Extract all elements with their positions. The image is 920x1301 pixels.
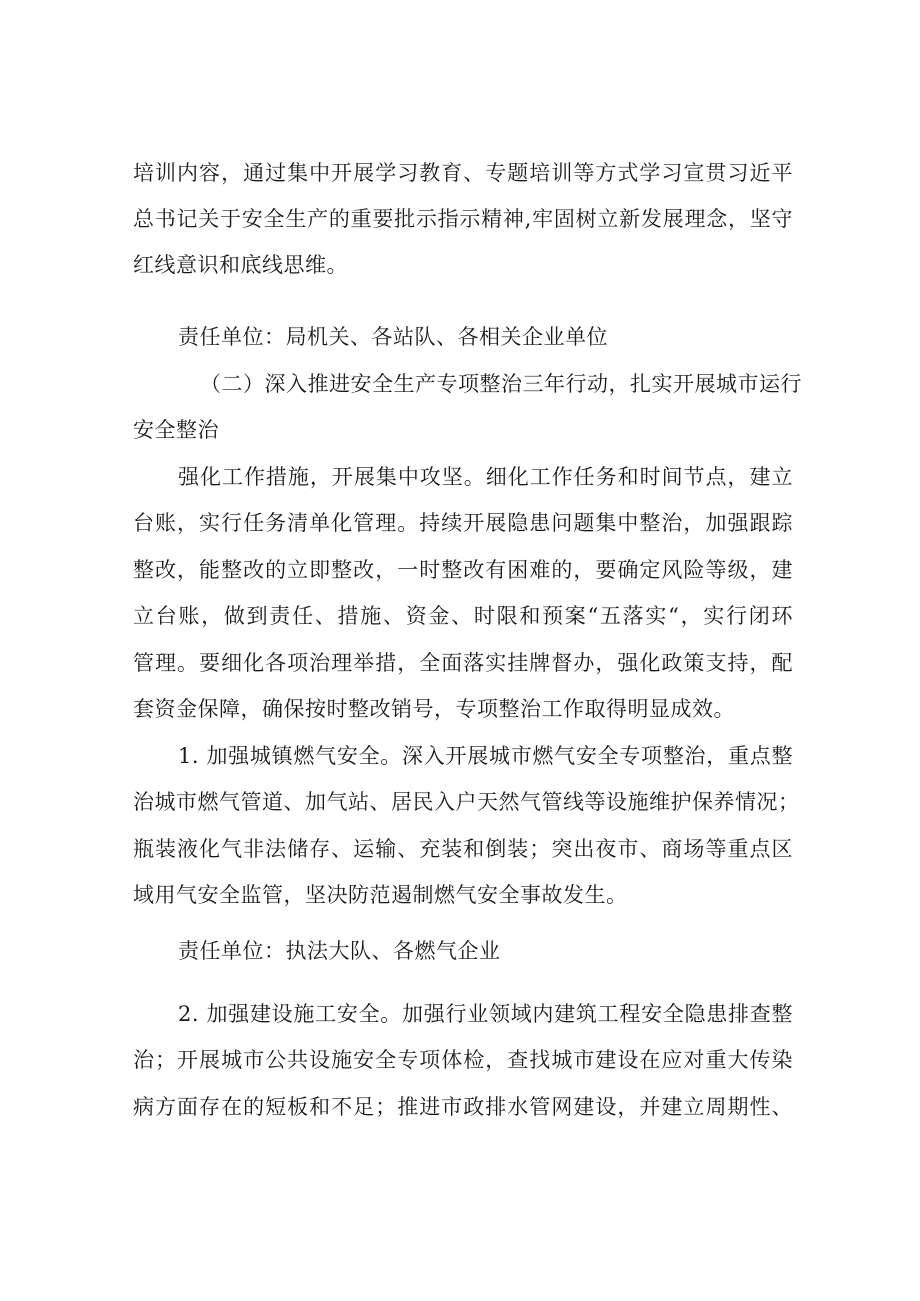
paragraph-line: 红线意识和底线思维。 [133, 253, 348, 277]
paragraph-line: 域用气安全监管，坚决防范遏制燃气安全事故发生。 [133, 883, 628, 907]
paragraph-line: 病方面存在的短板和不足；推进市政排水管网建设，并建立周期性、 [133, 1095, 793, 1119]
paragraph-line: 治；开展城市公共设施安全专项体检，查找城市建设在应对重大传染 [133, 1048, 793, 1072]
paragraph-line: 整改，能整改的立即整改，一时整改有困难的，要确定风险等级，建 [133, 558, 793, 582]
paragraph-line: 套资金保障，确保按时整改销号，专项整治工作取得明显成效。 [133, 697, 735, 721]
paragraph-line: 2. 加强建设施工安全。加强行业领域内建筑工程安全隐患排查整 [178, 1002, 793, 1026]
paragraph-line: 台账，实行任务清单化管理。持续开展隐患问题集中整治，加强跟踪 [133, 511, 793, 535]
responsible-units-line: 责任单位：执法大队、各燃气企业 [178, 939, 501, 963]
paragraph-line: 立台账，做到责任、措施、资金、时限和预案“五落实“，实行闭环 [133, 604, 793, 628]
paragraph-line: 管理。要细化各项治理举措，全面落实挂牌督办，强化政策支持，配 [133, 651, 793, 675]
responsible-units-line: 责任单位：局机关、各站队、各相关企业单位 [178, 325, 608, 349]
section-heading: （二）深入推进安全生产专项整治三年行动，扎实开展城市运行 [200, 372, 802, 396]
paragraph-line: 治城市燃气管道、加气站、居民入户天然气管线等设施维护保养情况； [133, 790, 800, 814]
paragraph-line: 总书记关于安全生产的重要批示指示精神,牢固树立新发展理念，坚守 [133, 207, 793, 231]
section-heading: 安全整治 [133, 418, 219, 442]
paragraph-line: 1. 加强城镇燃气安全。深入开展城市燃气安全专项整治，重点整 [178, 744, 793, 768]
paragraph-line: 强化工作措施，开展集中攻坚。细化工作任务和时间节点，建立 [178, 465, 793, 489]
paragraph-line: 瓶装液化气非法储存、运输、充装和倒装；突出夜市、商场等重点区 [133, 837, 793, 861]
paragraph-line: 培训内容，通过集中开展学习教育、专题培训等方式学习宣贯习近平 [133, 161, 793, 185]
